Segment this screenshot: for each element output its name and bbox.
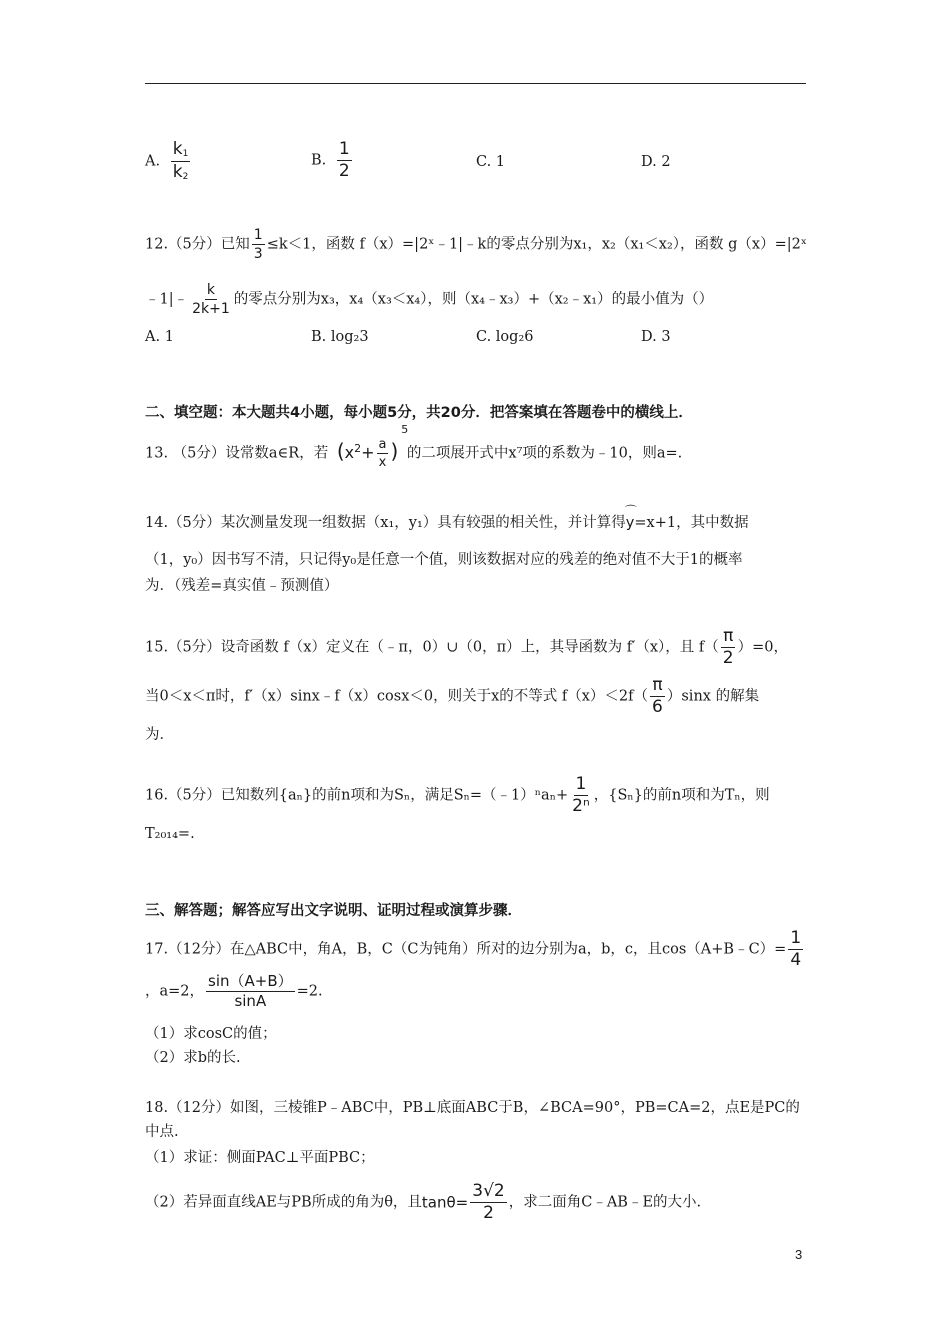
q14-line3: 为．（残差=真实值﹣预测值） [145,578,339,594]
q17-line2: ，a=2， $\frac{\sin(A+B)}{\sin A}$ =2. [145,972,323,1010]
q18-line1: 18.（12分）如图，三棱锥P﹣ABC中，PB⊥底面ABC于B，∠BCA=90°，PB=CA=2，点E是PC的 [145,1100,800,1116]
binomial-expression: ($x^2+$ $\frac{a}{x}$ ) 5 [336,423,409,470]
fraction-one-quarter: $\frac{1}{4}$ [790,928,802,970]
q14-line2: （1，y₀）因书写不清，只记得y₀是任意一个值，则该数据对应的残差的绝对值不大于1的概率 [145,552,743,568]
page-number: 3 [795,1247,803,1262]
q17-line1: 17.（12分）在△ABC中，角A，B，C（C为钝角）所对的边分别为a，b，c，且cos（A+B﹣C）= $\frac{1}{4}$ [145,928,802,970]
q15-line3: 为． [145,727,174,743]
header-rule [145,83,806,84]
q12-line1: 12.（5分）已知 $\frac{1}{3}$ ≤k＜1，函数 f（x）=|2ˣ﹣1|﹣k的零点分别为x₁，x₂（x₁＜x₂），函数 g（x）=|2ˣ [145,228,808,261]
fraction-pi-over-6: $\frac{\pi}{6}$ [652,675,663,717]
q11-option-d: D. 2 [641,154,671,170]
y-hat: ⌒ y [626,513,635,533]
q17-part1: （1）求cosC的值； [145,1026,277,1042]
q12-option-d: D. 3 [641,329,671,345]
q12-option-b: B. log₂3 [311,329,369,345]
section-heading-solutions: 三、解答题；解答应写出文字说明、证明过程或演算步骤． [145,903,522,919]
fraction-pi-over-2: $\frac{\pi}{2}$ [722,626,734,668]
fraction-3root2-over-2: $\frac{3√2}{2}$ [472,1181,505,1223]
fraction-sin-ratio: $\frac{\sin(A+B)}{\sin A}$ [208,972,293,1010]
q11-option-c: C. 1 [476,154,506,170]
fraction-k1-over-k2: $\frac{k_1}{k_2}$ [172,139,189,182]
q11-option-a: A. $\frac{k_1}{k_2}$ [145,139,189,182]
section-heading-fill-in: 二、填空题：本大题共4小题，每小题5分，共20分．把答案填在答题卷中的横线上． [145,405,693,421]
q18-part1: （1）求证：侧面PAC⊥平面PBC； [145,1150,375,1166]
q16-line1: 16.（5分）已知数列{aₙ}的前n项和为Sₙ，满足Sₙ=（﹣1）ⁿaₙ+ $\frac{1}{\text{2ⁿ}}$ ，{Sₙ}的前n项和为Tₙ，则 [145,774,770,816]
hat-icon: ⌒ [624,504,637,518]
fraction-k-over-2k1: $\frac{k}{2k+1}$ [192,282,230,317]
fraction-one-half: $\frac{1}{2}$ [338,139,350,181]
q12-option-a: A. 1 [145,329,174,345]
q13: 13. （5分）设常数a∈R，若 ($x^2+$ $\frac{a}{x}$ ) 5 的二项展开式中x⁷项的系数为﹣10，则a=. [145,423,683,470]
q14-line1: 14.（5分）某次测量发现一组数据（x₁，y₁）具有较强的相关性，并计算得 ⌒ y=x+1，其中数据 [145,513,749,533]
q12-line2: ﹣1|﹣ $\frac{k}{2k+1}$ 的零点分别为x₃，x₄（x₃＜x₄），则（x₄﹣x₃）+（x₂﹣x₁）的最小值为（） [145,282,714,317]
q18-part2: （2）若异面直线AE与PB所成的角为θ，且tanθ= $\frac{3√2}{2}$ ，求二面角C﹣AB﹣E的大小. [145,1181,702,1223]
q18-line2: 中点. [145,1124,179,1140]
q17-part2: （2）求b的长. [145,1050,241,1066]
q12-option-c: C. log₂6 [476,329,534,345]
fraction-one-third: $\frac{1}{3}$ [253,228,263,261]
q15-line2: 当0＜x＜π时，f′（x）sinx﹣f（x）cosx＜0，则关于x的不等式 f（x）＜2f（ $\frac{\pi}{6}$ ）sinx 的解集 [145,675,760,717]
fraction-one-over-2n: $\frac{1}{\text{2ⁿ}}$ [572,774,590,816]
q11-option-b: B. $\frac{1}{2}$ [311,139,350,181]
q15-line1: 15.（5分）设奇函数 f（x）定义在（﹣π，0）∪（0，π）上，其导函数为 f′（x），且 f（ $\frac{\pi}{2}$ ）=0， [145,626,788,668]
q16-line2: T₂₀₁₄=. [145,826,195,842]
